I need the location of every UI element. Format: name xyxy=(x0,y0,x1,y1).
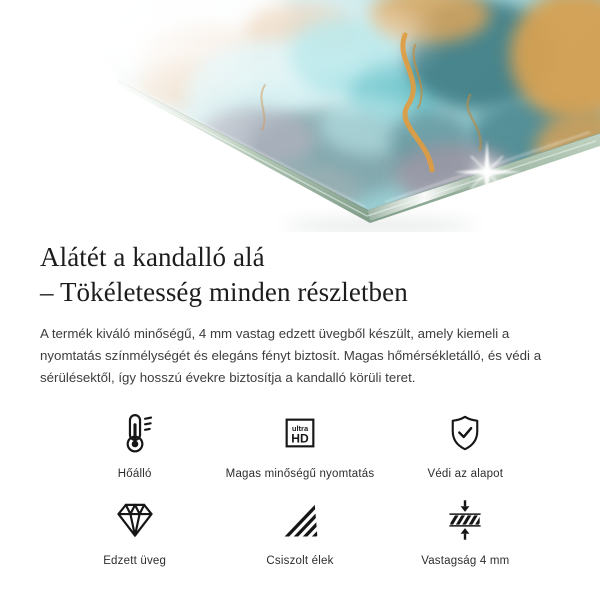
features-grid xyxy=(40,411,560,567)
title-line-2: – Tökéletesség minden részletben xyxy=(40,277,408,308)
feature-label: Csiszolt élek xyxy=(266,554,334,567)
page-title xyxy=(40,240,560,310)
product-description: A termék kiváló minőségű, 4 mm vastag edzett üvegből készült, amely kiemeli a nyomtatás színmélységét és elegáns fényt biztosít. Magas hőmérsékletálló, és védi a sérülésektől, így hosszú évekre biztosítja a kandalló körüli teret. xyxy=(40,326,542,385)
shield-check-icon xyxy=(444,411,486,455)
feature-polished-edges xyxy=(217,498,382,567)
thickness-compress-icon xyxy=(443,498,487,542)
feature-print-quality xyxy=(217,411,382,480)
feature-label: Védi az alapot xyxy=(427,467,504,480)
feature-tempered-glass xyxy=(52,498,217,567)
feature-label: Hőálló xyxy=(117,467,152,480)
feature-protects-base xyxy=(383,411,548,480)
glass-shadow xyxy=(285,218,475,232)
glass-panel-art xyxy=(0,0,600,232)
diamond-icon xyxy=(113,498,157,542)
ultra-hd-icon xyxy=(280,411,320,455)
product-photo xyxy=(0,0,600,232)
feature-label: Edzett üveg xyxy=(103,554,167,567)
feature-label: Magas minőségű nyomtatás xyxy=(225,467,375,480)
feature-heat-resistant xyxy=(52,411,217,480)
ultra-hd-badge-bottom: HD xyxy=(291,431,309,446)
feature-thickness xyxy=(383,498,548,567)
polished-edges-icon xyxy=(278,498,322,542)
feature-label: Vastagság 4 mm xyxy=(421,554,510,567)
product-copy xyxy=(0,240,600,567)
depth-of-field-fade xyxy=(0,0,260,232)
ultra-hd-badge-top: ultra xyxy=(291,423,309,433)
thermometer-heat-icon xyxy=(113,411,157,455)
title-line-1: Alátét a kandalló alá xyxy=(40,242,265,272)
